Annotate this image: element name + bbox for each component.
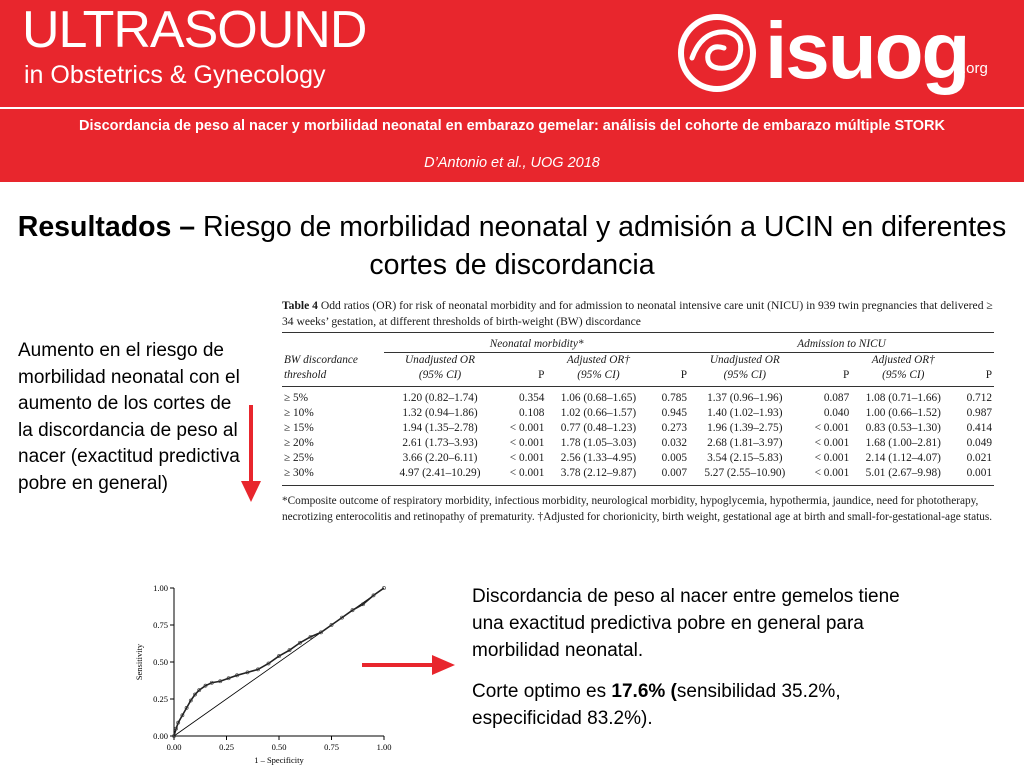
table-cell: 1.32 (0.94–1.86)	[402, 407, 478, 419]
table-cell: < 0.001	[509, 467, 545, 479]
table-cell: 5.27 (2.55–10.90)	[704, 467, 786, 479]
x-tick-label: 0.75	[324, 742, 339, 752]
table-cell: 0.049	[966, 437, 992, 449]
study-citation: D’Antonio et al., UOG 2018	[424, 155, 600, 171]
journal-subtitle: in Obstetrics & Gynecology	[24, 61, 326, 89]
table-cell: ≥ 15%	[284, 422, 314, 434]
cutoff-details: sensibilidad 35.2%, especificidad 83.2%).	[472, 681, 841, 729]
table-cell: 0.77 (0.48–1.23)	[560, 422, 637, 434]
table-cell: 0.001	[966, 467, 992, 479]
table-cell: 0.005	[661, 452, 688, 464]
table-cell: 0.83 (0.53–1.30)	[865, 422, 941, 434]
table-cell: 3.66 (2.20–6.11)	[402, 452, 478, 464]
table-col-header-row-2	[282, 368, 994, 387]
table-cell: < 0.001	[509, 437, 545, 449]
group-spacer	[282, 333, 384, 353]
table-cell: 2.14 (1.12–4.07)	[865, 452, 941, 464]
table-cell: < 0.001	[814, 422, 850, 434]
table-cell: < 0.001	[509, 452, 545, 464]
table-cell: 1.02 (0.66–1.57)	[560, 407, 637, 419]
study-title: Discordancia de peso al nacer y morbilidad neonatal en embarazo gemelar: análisis del cohorte de embarazo múltiple STORK	[79, 118, 945, 134]
table-cell: 0.108	[519, 407, 545, 419]
table-cell: < 0.001	[814, 452, 850, 464]
table-cell: 1.94 (1.35–2.78)	[402, 422, 478, 434]
table-col-header-row-1	[282, 353, 994, 369]
summary-paragraph-1: Discordancia de peso al nacer entre gemelos tiene una exactitud predictiva pobre en general para morbilidad neonatal.	[472, 586, 900, 661]
table-cell: 0.945	[661, 407, 688, 419]
table-row	[282, 436, 994, 451]
table-cell: 1.00 (0.66–1.52)	[865, 407, 941, 419]
column-header: BW discordance	[284, 353, 358, 366]
table-cell: ≥ 25%	[284, 452, 314, 464]
table-cell: 2.68 (1.81–3.97)	[707, 437, 783, 449]
x-tick-label: 0.50	[271, 742, 287, 752]
y-tick-label: 0.25	[153, 694, 168, 704]
column-header	[496, 353, 547, 369]
column-header: P	[955, 368, 994, 387]
y-tick-label: 0.75	[153, 620, 168, 630]
results-table-block	[282, 298, 994, 525]
cutoff-prefix: Corte optimo es	[472, 681, 612, 702]
table-cell: 0.087	[823, 392, 850, 404]
table-row	[282, 387, 994, 407]
y-tick-label: 0.50	[153, 657, 168, 667]
table-cell: 1.37 (0.96–1.96)	[707, 392, 783, 404]
table-cell: 1.78 (1.05–3.03)	[560, 437, 637, 449]
column-header: Adjusted OR†	[566, 354, 630, 366]
table-caption	[282, 298, 994, 332]
column-header: (95% CI)	[546, 368, 650, 387]
column-header: (95% CI)	[384, 368, 495, 387]
y-tick-label: 0.00	[153, 731, 168, 741]
table-group-header-row	[282, 333, 994, 353]
left-summary-text: Aumento en el riesgo de morbilidad neonatal con el aumento de los cortes de la discordancia de peso al nacer (exactitud predictiva pobre en general)	[18, 340, 240, 494]
table-cell: 1.06 (0.68–1.65)	[560, 392, 637, 404]
table-cell: 0.712	[966, 392, 992, 404]
table-cell: 5.01 (2.67–9.98)	[865, 467, 941, 479]
table-cell: 3.78 (2.12–9.87)	[560, 467, 637, 479]
table-cell: 3.54 (2.15–5.83)	[707, 452, 783, 464]
table-cell: 2.61 (1.73–3.93)	[402, 437, 478, 449]
table-cell: ≥ 10%	[284, 407, 314, 419]
table-cell: 0.021	[966, 452, 992, 464]
table-cell: 0.414	[966, 422, 992, 434]
table-cell: 0.040	[823, 407, 850, 419]
right-arrow-icon	[362, 652, 456, 678]
table-cell: 4.97 (2.41–10.29)	[399, 467, 481, 479]
table-cell: 0.007	[661, 467, 688, 479]
column-header	[650, 353, 689, 369]
table-cell: ≥ 5%	[284, 392, 309, 404]
table-cell: 2.56 (1.33–4.95)	[560, 452, 637, 464]
roc-chart	[130, 578, 400, 768]
table-caption-label: Table 4	[282, 299, 318, 312]
table-row	[282, 421, 994, 436]
table-bottom-rule	[282, 485, 994, 486]
odds-ratio-table	[282, 333, 994, 485]
isuog-org-suffix: .org	[962, 60, 988, 77]
table-cell: 1.40 (1.02–1.93)	[707, 407, 783, 419]
table-cell: < 0.001	[814, 437, 850, 449]
table-cell: 1.08 (0.71–1.66)	[865, 392, 941, 404]
journal-title: ULTRASOUND	[22, 1, 367, 59]
table-cell: 1.96 (1.39–2.75)	[707, 422, 783, 434]
x-axis-label: 1 – Specificity	[254, 755, 304, 765]
column-header: Unadjusted OR	[405, 354, 475, 366]
table-cell: < 0.001	[509, 422, 545, 434]
column-header: P	[650, 368, 689, 387]
slide-heading	[10, 208, 1014, 284]
column-header: Unadjusted OR	[709, 354, 780, 366]
right-summary-text	[472, 583, 912, 732]
x-tick-label: 0.00	[166, 742, 182, 752]
column-header: Adjusted OR†	[871, 354, 935, 366]
column-header: P	[496, 368, 547, 387]
table-cell: 1.68 (1.00–2.81)	[865, 437, 941, 449]
x-tick-label: 1.00	[376, 742, 392, 752]
table-cell: 0.032	[661, 437, 688, 449]
y-tick-label: 1.00	[153, 583, 168, 593]
down-arrow-icon	[238, 405, 264, 503]
table-row	[282, 451, 994, 466]
column-header	[955, 353, 994, 369]
table-cell: 0.273	[661, 422, 688, 434]
cutoff-value: 17.6% (	[611, 681, 677, 702]
table-cell: 1.20 (0.82–1.74)	[402, 392, 478, 404]
column-header	[801, 353, 852, 369]
table-row	[282, 466, 994, 485]
heading-bold: Resultados –	[17, 211, 196, 243]
column-header: P	[801, 368, 852, 387]
heading-text: Riesgo de morbilidad neonatal y admisión a UCIN en diferentes cortes de discordancia	[195, 211, 1007, 281]
table-row	[282, 406, 994, 421]
group-header-neonatal-morbidity: Neonatal morbidity*	[384, 333, 689, 353]
y-axis-label: Sensitivity	[134, 643, 144, 681]
column-header: threshold	[282, 368, 384, 387]
header-divider	[0, 107, 1024, 109]
table-cell: ≥ 20%	[284, 437, 314, 449]
table-caption-text: Odd ratios (OR) for risk of neonatal morbidity and for admission to neonatal intensive care unit (NICU) in 939 twin pregnancies that delivered ≥ 34 weeks’ gestation, at different thresholds of birth-weight (BW) discordance	[282, 299, 993, 328]
table-cell: < 0.001	[814, 467, 850, 479]
header-banner	[0, 0, 1024, 182]
isuog-wordmark: isuog	[765, 6, 969, 95]
group-header-admission-nicu: Admission to NICU	[689, 333, 994, 353]
table-footnote: *Composite outcome of respiratory morbidity, infectious morbidity, neurological morbidity, hypoglycemia, hypothermia, jaundice, need for phototherapy, necrotizing enterocolitis and retinopathy of prematurity. †Adjusted for chorionicity, birth weight, gestational age at birth and small-for-gestational-age status.	[282, 495, 993, 523]
table-cell: ≥ 30%	[284, 467, 314, 479]
column-header: (95% CI)	[689, 368, 800, 387]
table-cell: 0.354	[519, 392, 545, 404]
summary-paragraph-2	[472, 678, 912, 732]
x-tick-label: 0.25	[219, 742, 234, 752]
table-cell: 0.987	[966, 407, 992, 419]
column-header: (95% CI)	[851, 368, 955, 387]
table-cell: 0.785	[661, 392, 688, 404]
